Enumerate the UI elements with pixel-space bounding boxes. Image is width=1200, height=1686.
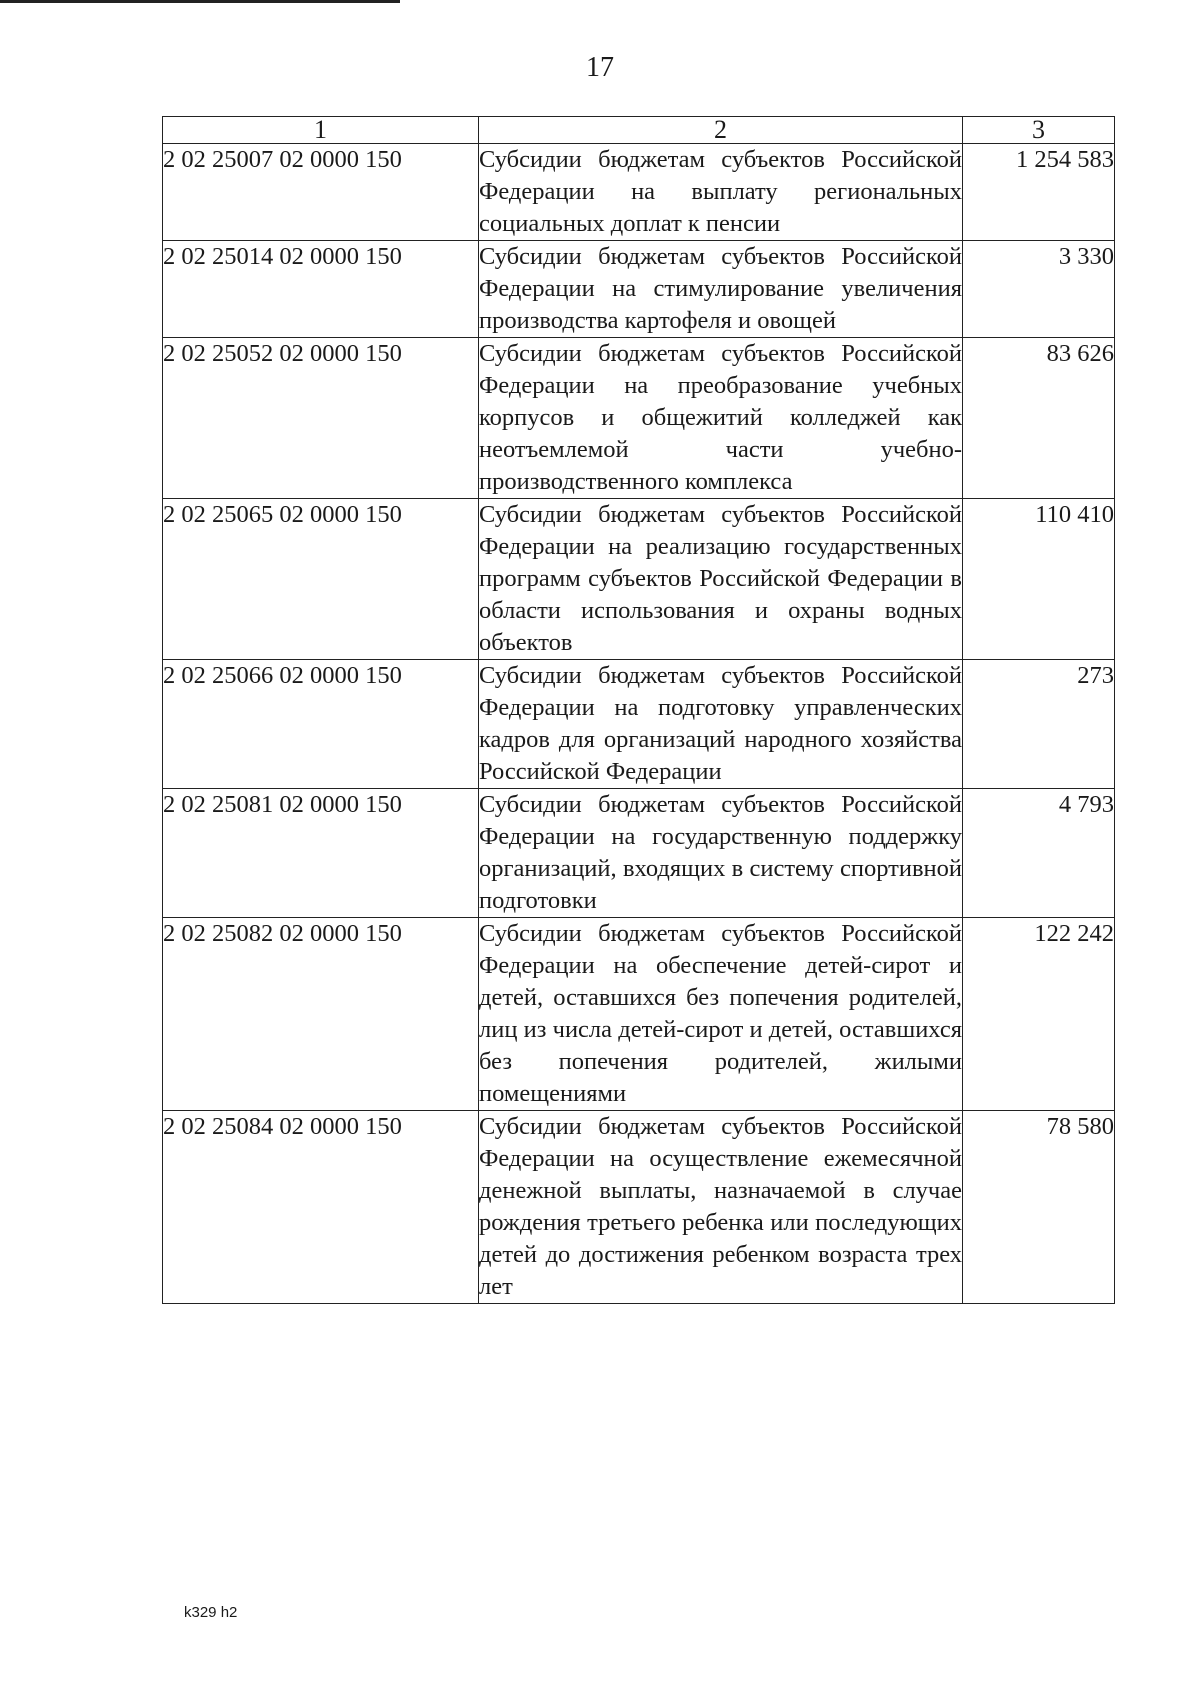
row-description: Субсидии бюджетам субъектов Российской Федерации на обеспечение детей-сирот и детей, оставшихся без попечения родителей, лиц из числа детей-сирот и детей, оставшихся без попечения родителей, жилыми помещениями: [479, 918, 963, 1111]
row-amount: 83 626: [963, 338, 1115, 499]
table-row: [163, 1111, 1115, 1304]
row-description: Субсидии бюджетам субъектов Российской Федерации на преобразование учебных корпусов и общежитий колледжей как неотъемлемой части учебно-производственного комплекса: [479, 338, 963, 499]
row-amount: 110 410: [963, 499, 1115, 660]
table-row: [163, 918, 1115, 1111]
row-description: Субсидии бюджетам субъектов Российской Федерации на подготовку управленческих кадров для организаций народного хозяйства Российской Федерации: [479, 660, 963, 789]
table-header-row: [163, 117, 1115, 144]
row-amount: 1 254 583: [963, 144, 1115, 241]
row-amount: 122 242: [963, 918, 1115, 1111]
row-amount: 78 580: [963, 1111, 1115, 1304]
row-description: Субсидии бюджетам субъектов Российской Федерации на стимулирование увеличения производства картофеля и овощей: [479, 241, 963, 338]
row-amount: 273: [963, 660, 1115, 789]
table-row: [163, 338, 1115, 499]
row-code: 2 02 25066 02 0000 150: [163, 660, 479, 789]
column-header-code: 1: [163, 117, 479, 144]
column-header-description: 2: [479, 117, 963, 144]
row-description: Субсидии бюджетам субъектов Российской Федерации на выплату региональных социальных доплат к пенсии: [479, 144, 963, 241]
row-amount: 4 793: [963, 789, 1115, 918]
budget-table: [162, 116, 1115, 1304]
row-amount: 3 330: [963, 241, 1115, 338]
row-code: 2 02 25081 02 0000 150: [163, 789, 479, 918]
document-footer-code: k329 h2: [184, 1604, 238, 1621]
table-row: [163, 144, 1115, 241]
row-description: Субсидии бюджетам субъектов Российской Федерации на осуществление ежемесячной денежной выплаты, назначаемой в случае рождения третьего ребенка или последующих детей до достижения ребенком возраста трех лет: [479, 1111, 963, 1304]
row-description: Субсидии бюджетам субъектов Российской Федерации на государственную поддержку организаций, входящих в систему спортивной подготовки: [479, 789, 963, 918]
table-row: [163, 660, 1115, 789]
table-row: [163, 241, 1115, 338]
row-code: 2 02 25084 02 0000 150: [163, 1111, 479, 1304]
row-code: 2 02 25014 02 0000 150: [163, 241, 479, 338]
column-header-amount: 3: [963, 117, 1115, 144]
row-code: 2 02 25082 02 0000 150: [163, 918, 479, 1111]
table-row: [163, 789, 1115, 918]
row-code: 2 02 25052 02 0000 150: [163, 338, 479, 499]
scan-top-rule: [0, 0, 400, 3]
row-description: Субсидии бюджетам субъектов Российской Федерации на реализацию государственных программ субъектов Российской Федерации в области использования и охраны водных объектов: [479, 499, 963, 660]
row-code: 2 02 25007 02 0000 150: [163, 144, 479, 241]
table-row: [163, 499, 1115, 660]
page-number: 17: [586, 52, 614, 83]
row-code: 2 02 25065 02 0000 150: [163, 499, 479, 660]
